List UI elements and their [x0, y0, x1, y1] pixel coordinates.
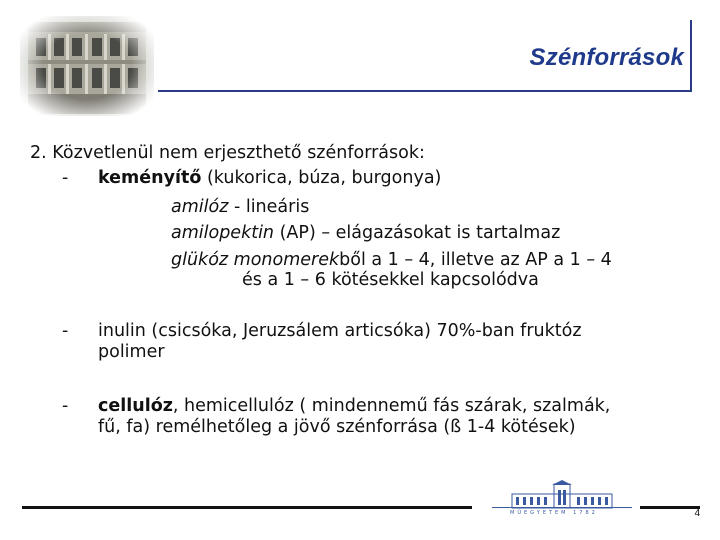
- amylopectin-term: amilopektin: [171, 223, 275, 243]
- amylose-line: [171, 197, 309, 218]
- glucose-desc: ből a 1 – 4, illetve az AP a 1 – 4: [339, 250, 612, 270]
- building-photo: [20, 16, 154, 116]
- inulin-line1: inulin (csicsóka, Jeruzsálem articsóka) 70%-ban fruktóz: [98, 321, 582, 341]
- logo-caption: MŰEGYETEM 1782: [510, 510, 598, 516]
- cellulose-term: cellulóz: [98, 396, 173, 416]
- section-heading: 2. Közvetlenül nem erjeszthető szénforrások:: [30, 143, 425, 163]
- inulin-line2: polimer: [98, 342, 165, 362]
- title-side-rule: [690, 20, 692, 90]
- amylopectin-line: [171, 223, 560, 244]
- cellulose-line2: fű, fa) remélhetőleg a jövő szénforrása (ß 1-4 kötések): [98, 417, 576, 437]
- starch-sources: (kukorica, búza, burgonya): [201, 168, 442, 188]
- glucose-line: [171, 250, 612, 271]
- cellulose-rest: , hemicellulóz ( mindennemű fás szárak, szalmák,: [172, 396, 611, 416]
- amylose-term: amilóz: [171, 197, 229, 217]
- glucose-term: glükóz monomerek: [171, 250, 340, 270]
- starch-term: keményítő: [98, 168, 202, 188]
- item-starch: [98, 168, 441, 189]
- cellulose-line1: [98, 396, 610, 417]
- glucose-line-cont: és a 1 – 6 kötésekkel kapcsolódva: [242, 270, 539, 290]
- footer-rule-left: [22, 506, 472, 509]
- footer-rule-right: [640, 506, 700, 509]
- title-underline: [158, 90, 692, 92]
- bullet-dash-3: -: [62, 396, 69, 416]
- bullet-dash-2: -: [62, 321, 69, 341]
- amylose-desc: - lineáris: [228, 197, 310, 217]
- bullet-dash-1: -: [62, 168, 69, 188]
- page-number: 4: [694, 508, 700, 519]
- amylopectin-desc: (AP) – elágazásokat is tartalmaz: [274, 223, 561, 243]
- page-title: Szénforrások: [529, 44, 684, 71]
